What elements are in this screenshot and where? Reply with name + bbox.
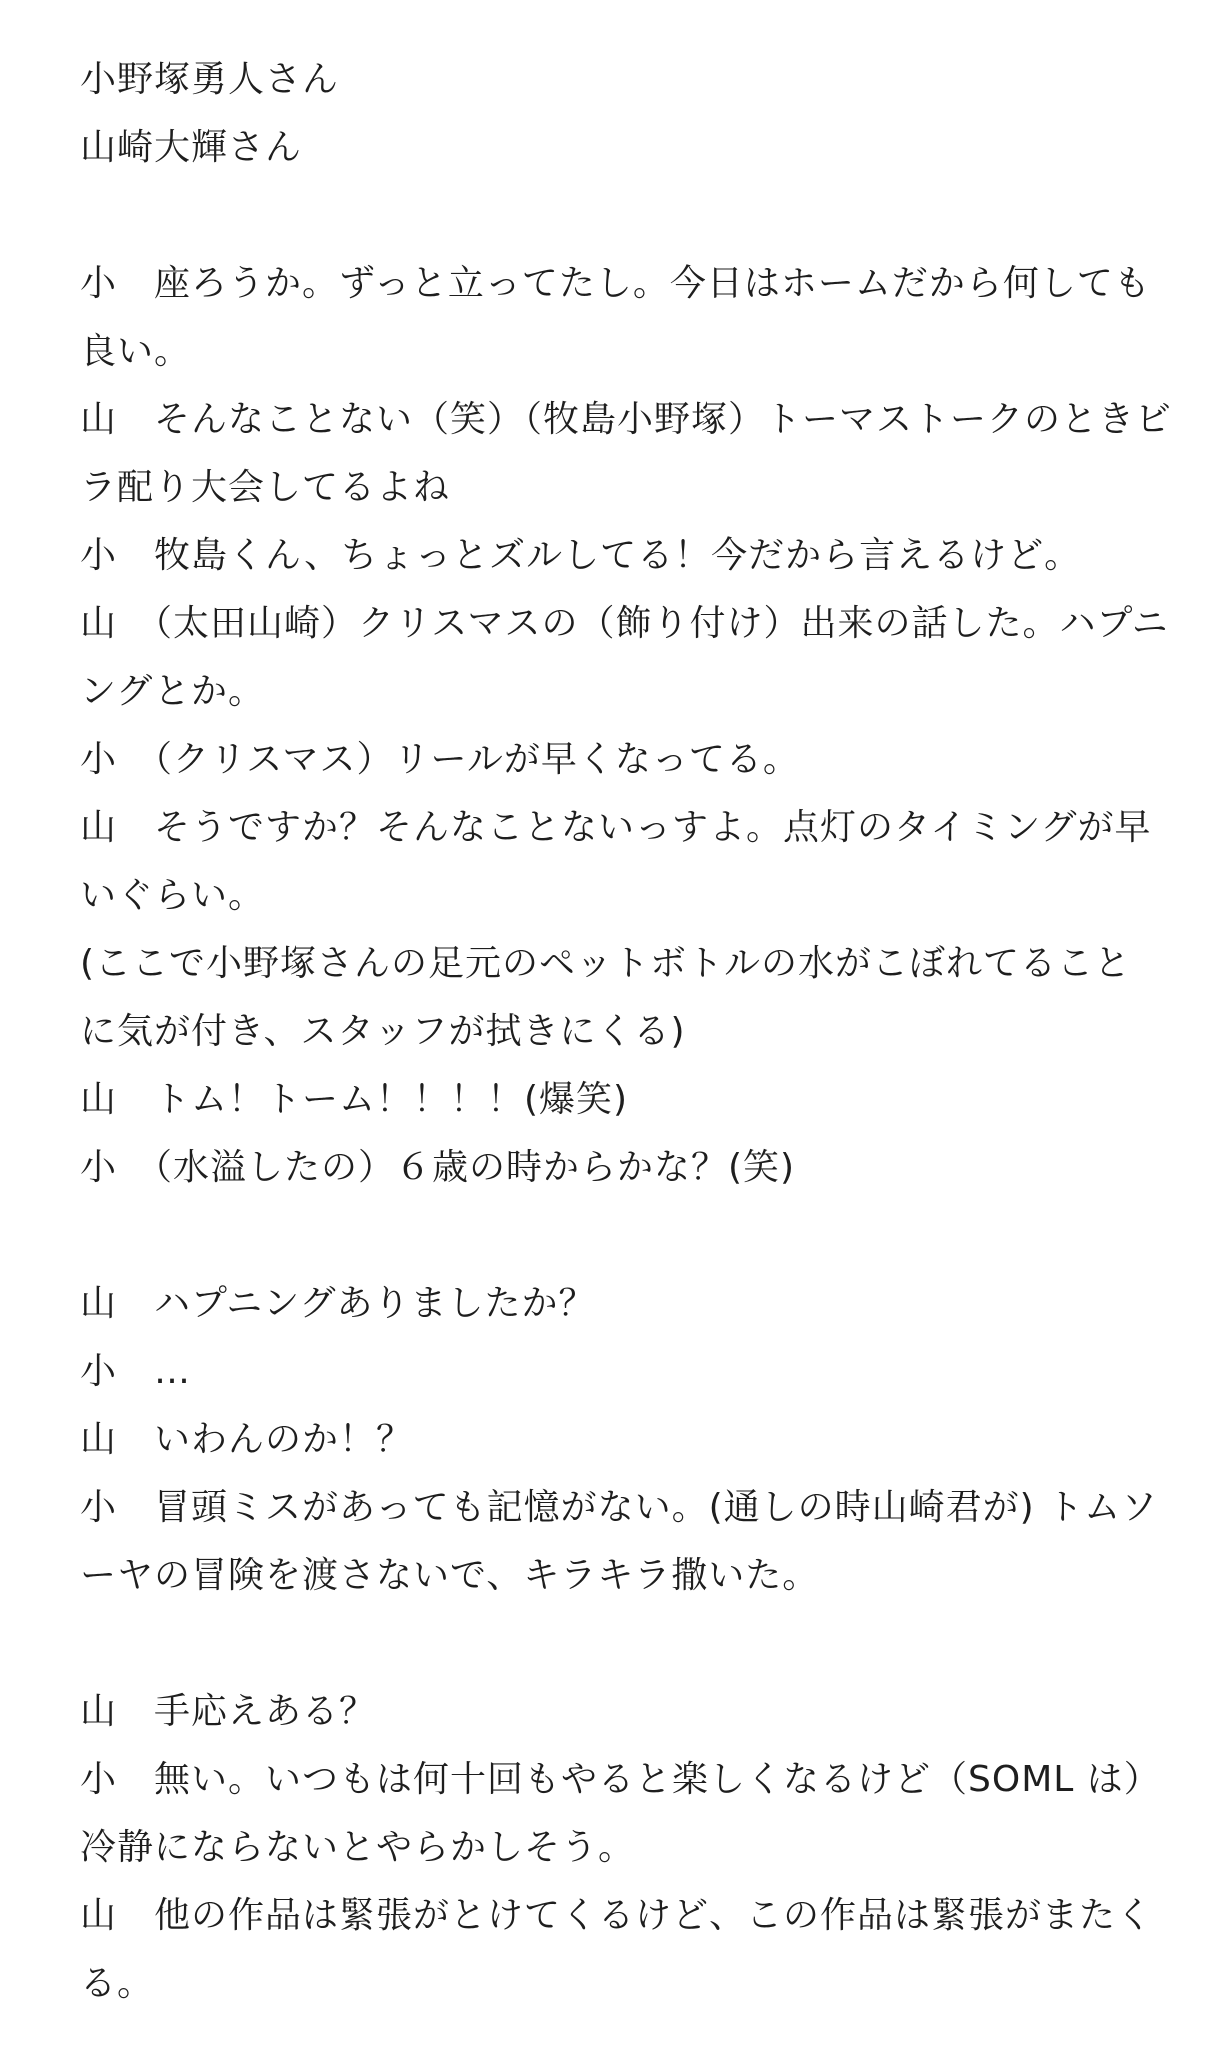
dialogue-line: 小 （クリスマス）リールが早くなってる。: [80, 739, 800, 780]
blank-line: [80, 1610, 1170, 1678]
dialogue-line: ラ配り大会してるよね: [80, 467, 451, 508]
dialogue-line: 小 …: [80, 1351, 192, 1392]
stage-note-line: に気が付き、スタッフが拭きにくる): [80, 1011, 686, 1052]
participant-name: 山崎大輝さん: [80, 127, 303, 168]
blank-line: [80, 182, 1170, 250]
dialogue-line: 良い。: [80, 331, 192, 372]
transcript-document: [80, 46, 1173, 2018]
dialogue-line: 冷静にならないとやらかしそう。: [80, 1827, 636, 1868]
dialogue-line: 小 牧島くん、ちょっとズルしてる！今だから言えるけど。: [80, 535, 1082, 576]
dialogue-line: 小 無い。いつもは何十回もやると楽しくなるけど（SOML は）: [80, 1759, 1161, 1800]
dialogue-line: 山 そうですか？そんなことないっすよ。点灯のタイミングが早: [80, 807, 1152, 848]
dialogue-line: ーヤの冒険を渡さないで、キラキラ撒いた。: [80, 1555, 820, 1596]
participant-name: 小野塚勇人さん: [80, 59, 340, 100]
dialogue-line: 小 座ろうか。ずっと立ってたし。今日はホームだから何しても: [80, 263, 1151, 304]
dialogue-line: 山 トム！トーム！！！！(爆笑): [80, 1079, 629, 1120]
dialogue-line: 山 手応えある？: [80, 1691, 377, 1732]
dialogue-line: る。: [80, 1963, 155, 2004]
dialogue-line: 山 ハプニングありましたか？: [80, 1283, 596, 1324]
dialogue-line: 小 （水溢したの）６歳の時からかな？(笑): [80, 1147, 796, 1188]
dialogue-line: 山 いわんのか！？: [80, 1419, 414, 1460]
dialogue-line: 小 冒頭ミスがあっても記憶がない。(通しの時山崎君が) トムソ: [80, 1487, 1159, 1528]
blank-line: [80, 1202, 1170, 1270]
dialogue-line: 山 そんなことない（笑）（牧島小野塚）トーマストークのときビ: [80, 399, 1173, 440]
dialogue-line: ングとか。: [80, 671, 266, 712]
dialogue-line: 山 （太田山崎）クリスマスの（飾り付け）出来の話した。ハプニ: [80, 603, 1169, 644]
dialogue-line: いぐらい。: [80, 875, 266, 916]
stage-note-line: (ここで小野塚さんの足元のペットボトルの水がこぼれてること: [80, 943, 1132, 984]
dialogue-line: 山 他の作品は緊張がとけてくるけど、この作品は緊張がまたく: [80, 1895, 1154, 1936]
